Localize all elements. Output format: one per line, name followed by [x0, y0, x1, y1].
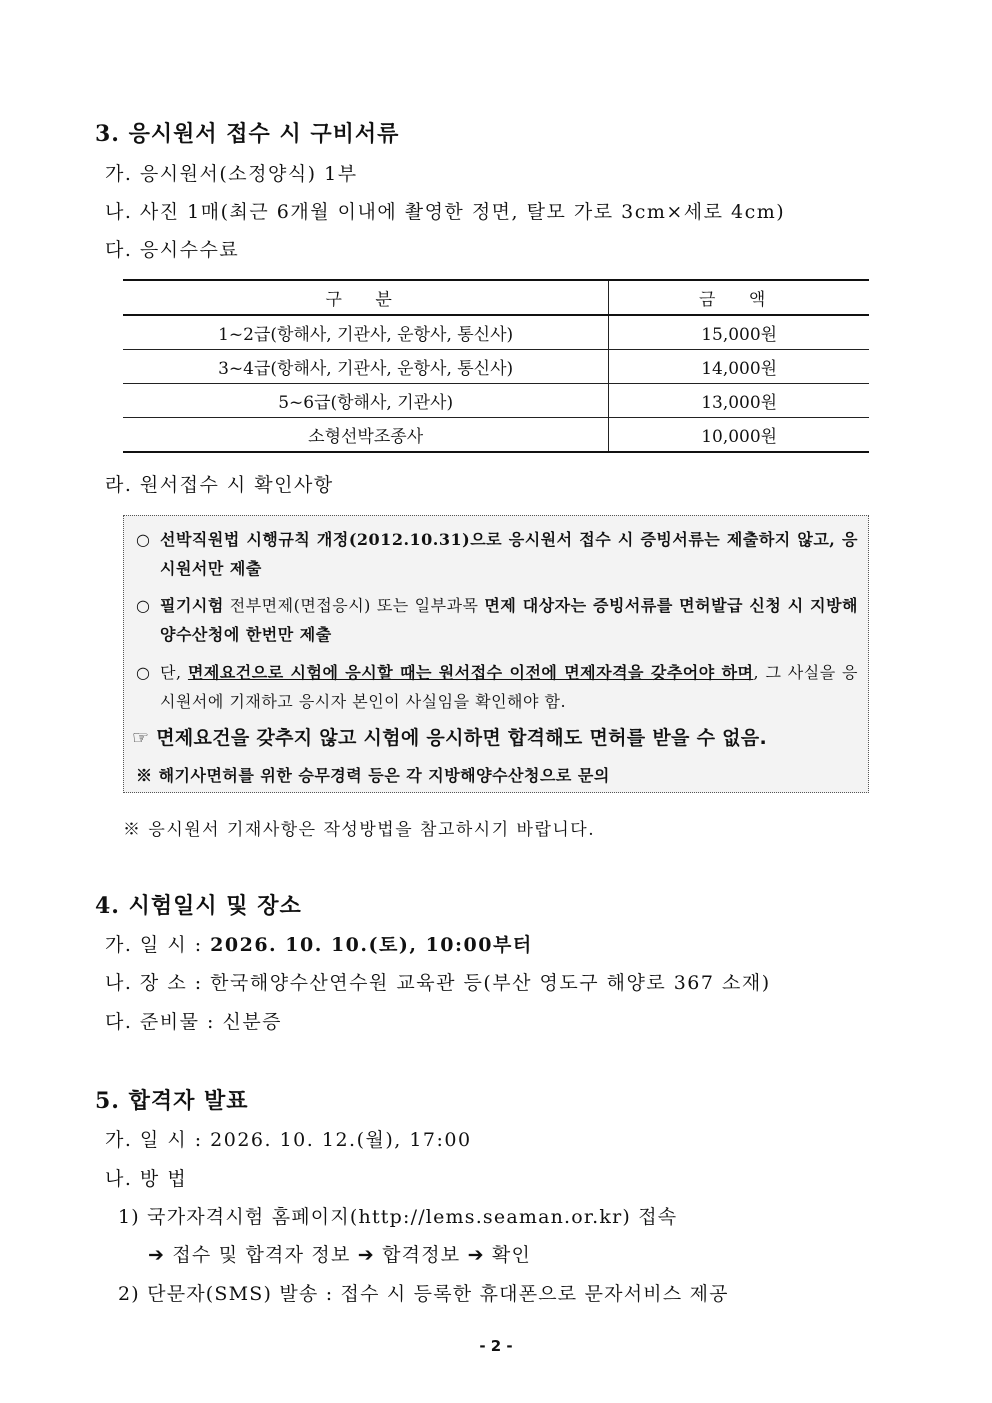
fee-category: 소형선박조종사 — [123, 418, 609, 453]
fee-amount: 10,000원 — [609, 418, 869, 453]
section4-items: 다. 준비물 : 신분증 — [105, 1011, 283, 1033]
section3-footnote: ※ 응시원서 기재사항은 작성방법을 참고하시기 바랍니다. — [123, 820, 596, 840]
table-row — [123, 315, 869, 350]
fee-category: 3~4급(항해사, 기관사, 운항사, 통신사) — [123, 350, 609, 384]
notice-item-3-prefix: 단, — [160, 663, 188, 682]
table-row — [123, 350, 869, 384]
notice-item-2-normal: 전부면제(면접응시) 또는 일부과목 — [223, 596, 485, 615]
fee-amount: 15,000원 — [609, 315, 869, 350]
notice-item-2 — [136, 591, 858, 649]
notice-item-3 — [136, 658, 858, 716]
notice-item-2-bold-a: 필기시험 — [160, 596, 224, 615]
fee-table — [123, 279, 869, 453]
notice-item-3-underlined: 면제요건으로 시험에 응시할 때는 원서접수 이전에 면제자격을 갖추어야 하며 — [187, 663, 754, 682]
section3-item-na: 나. 사진 1매(최근 6개월 이내에 촬영한 정면, 탈모 가로 3cm×세로 4cm) — [105, 201, 786, 223]
table-row — [123, 418, 869, 453]
notice-warning: ☞ 면제요건을 갖추지 않고 시험에 응시하면 합격해도 면허를 받을 수 없음. — [132, 727, 767, 749]
section3-item-ra: 라. 원서접수 시 확인사항 — [105, 474, 334, 496]
fee-amount: 14,000원 — [609, 350, 869, 384]
fee-category: 5~6급(항해사, 기관사) — [123, 384, 609, 418]
section5-method-1: 1) 국가자격시험 홈페이지(http://lems.seaman.or.kr) 접속 — [118, 1206, 678, 1228]
section3-title: 3. 응시원서 접수 시 구비서류 — [95, 121, 400, 147]
fee-category: 1~2급(항해사, 기관사, 운항사, 통신사) — [123, 315, 609, 350]
table-row — [123, 384, 869, 418]
notice-item-2-bold-b: 면제 대상자는 증빙서류를 면허발급 신청 시 지방해양수산청에 한번만 제출 — [160, 596, 858, 644]
section5-title: 5. 합격자 발표 — [95, 1088, 249, 1114]
bullet-icon: ○ — [136, 596, 151, 615]
notice-note: ※ 해기사면허를 위한 승무경력 등은 각 지방해양수산청으로 문의 — [136, 766, 610, 785]
notice-box — [123, 515, 869, 793]
fee-header-category: 구 분 — [123, 280, 609, 315]
page-number: - 2 - — [479, 1337, 513, 1355]
section4-place: 나. 장 소 : 한국해양수산연수원 교육관 등(부산 영도구 해양로 367 소재) — [105, 972, 771, 994]
section5-method: 나. 방 법 — [105, 1168, 188, 1190]
fee-table-header — [123, 280, 869, 315]
bullet-icon: ○ — [136, 530, 151, 549]
notice-item-1 — [136, 525, 858, 583]
bullet-icon: ○ — [136, 663, 151, 682]
section3-item-ga: 가. 응시원서(소정양식) 1부 — [105, 163, 358, 185]
section5-method-1-path: ➔ 접수 및 합격자 정보 ➔ 합격정보 ➔ 확인 — [148, 1244, 532, 1266]
section4-date-label: 가. 일 시 : — [105, 934, 211, 956]
section3-item-da: 다. 응시수수료 — [105, 239, 240, 261]
section5-method-2: 2) 단문자(SMS) 발송 : 접수 시 등록한 휴대폰으로 문자서비스 제공 — [118, 1283, 729, 1305]
fee-amount: 13,000원 — [609, 384, 869, 418]
notice-item-3-suffix: , 그 사실을 응시원서에 기재하고 응시자 본인이 사실임을 확인해야 함. — [160, 663, 859, 711]
section4-date-value: 2026. 10. 10.(토), 10:00부터 — [210, 934, 533, 956]
section5-date: 가. 일 시 : 2026. 10. 12.(월), 17:00 — [105, 1129, 472, 1151]
section4-date — [105, 930, 533, 957]
fee-header-amount: 금 액 — [609, 280, 869, 315]
section4-title: 4. 시험일시 및 장소 — [95, 893, 302, 919]
notice-item-1-text: 선박직원법 시행규칙 개정(2012.10.31)으로 응시원서 접수 시 증빙서류는 제출하지 않고, 응시원서만 제출 — [160, 530, 858, 578]
